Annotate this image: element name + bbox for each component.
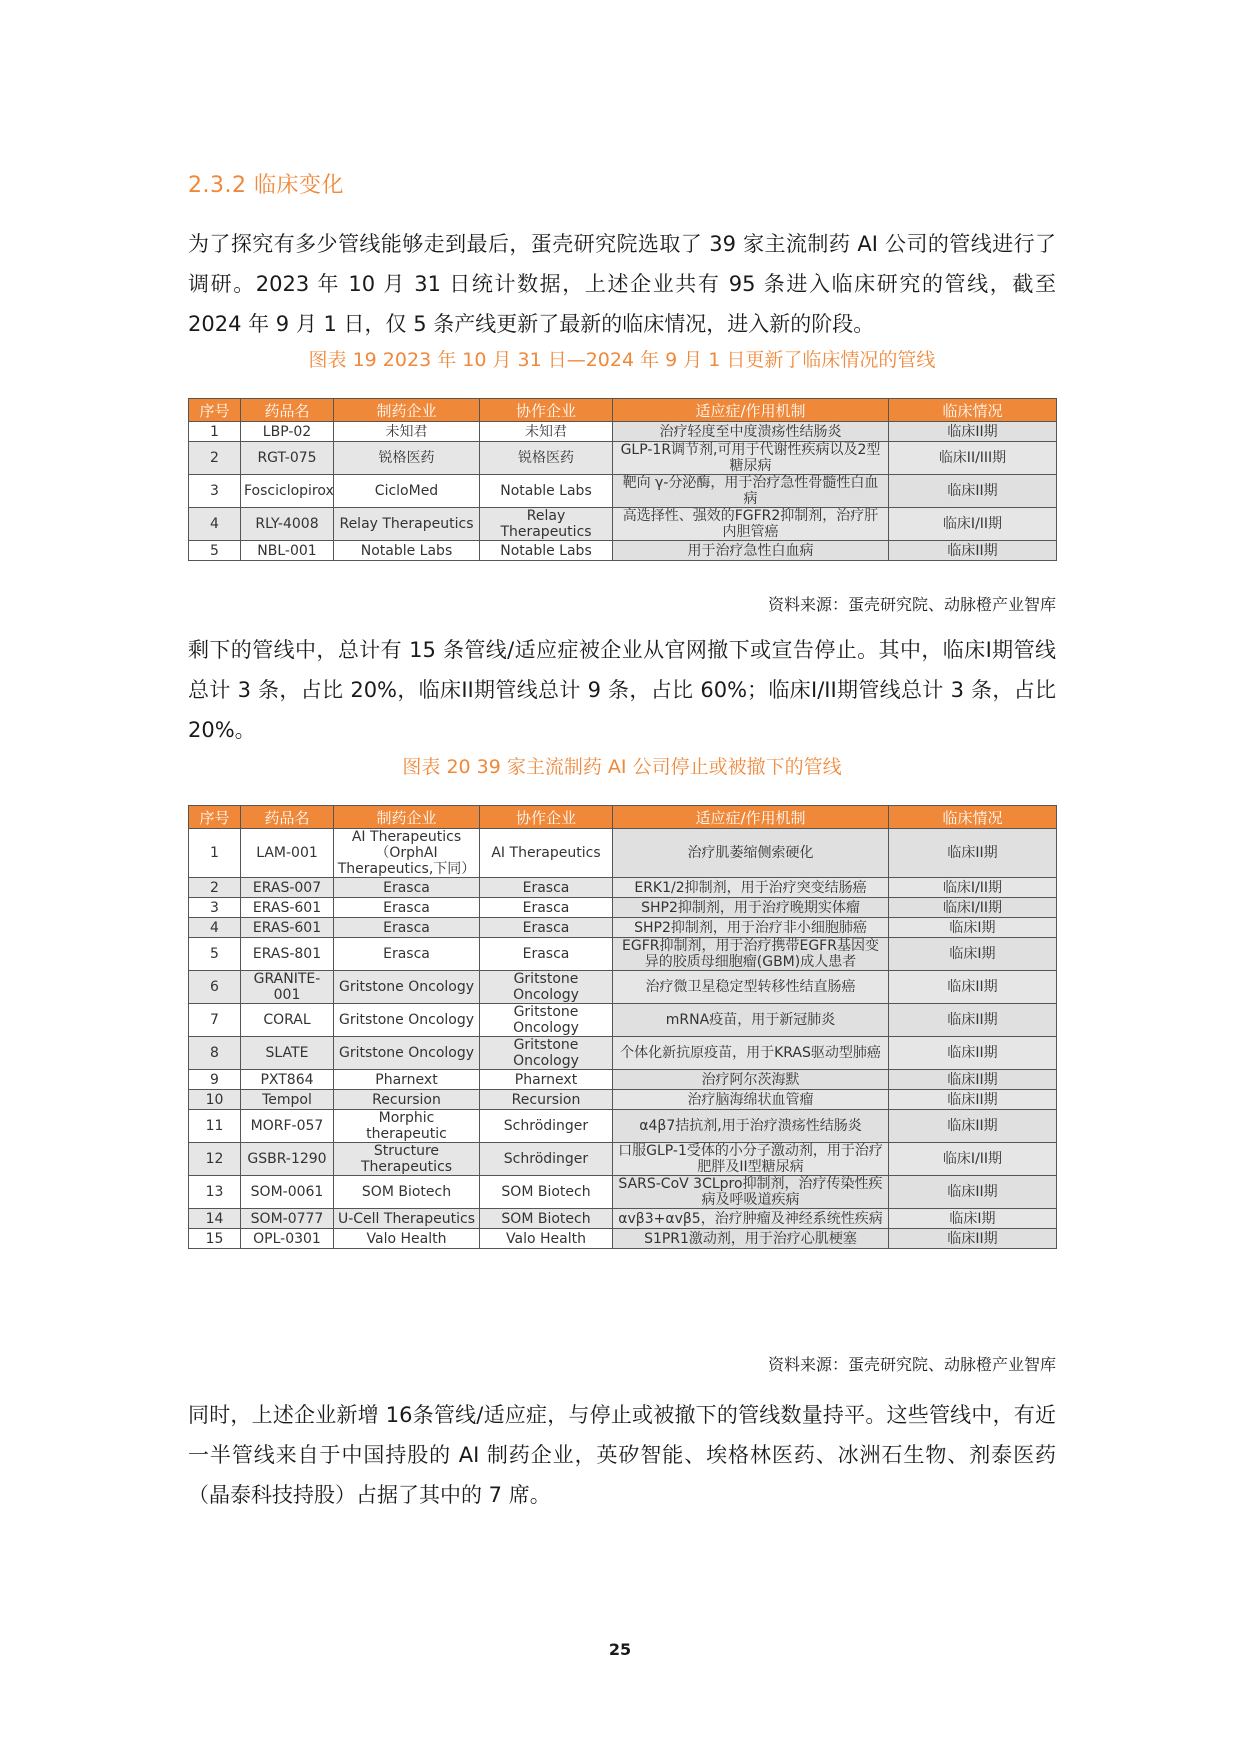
table-row bbox=[189, 878, 1057, 898]
cell-company: CicloMed bbox=[334, 475, 480, 508]
cell-company: Gritstone Oncology bbox=[334, 971, 480, 1004]
cell-phase: 临床I/II期 bbox=[889, 1143, 1057, 1176]
cell-index: 4 bbox=[189, 508, 241, 541]
cell-phase: 临床II/III期 bbox=[889, 442, 1057, 475]
cell-partner: Recursion bbox=[480, 1090, 613, 1110]
cell-phase: 临床II期 bbox=[889, 1229, 1057, 1249]
cell-index: 8 bbox=[189, 1037, 241, 1070]
cell-company: Relay Therapeutics bbox=[334, 508, 480, 541]
col-header-indication: 适应症/作用机制 bbox=[613, 399, 889, 422]
cell-partner: Erasca bbox=[480, 938, 613, 971]
table-row bbox=[189, 1110, 1057, 1143]
cell-indication: 口服GLP-1受体的小分子激动剂，用于治疗肥胖及II型糖尿病 bbox=[613, 1143, 889, 1176]
cell-company: Structure Therapeutics bbox=[334, 1143, 480, 1176]
col-header-company: 制药企业 bbox=[334, 806, 480, 829]
cell-phase: 临床II期 bbox=[889, 1037, 1057, 1070]
cell-drug: SOM-0777 bbox=[241, 1209, 334, 1229]
table-row bbox=[189, 971, 1057, 1004]
cell-partner: Gritstone Oncology bbox=[480, 1004, 613, 1037]
cell-phase: 临床I/II期 bbox=[889, 878, 1057, 898]
cell-partner: Relay Therapeutics bbox=[480, 508, 613, 541]
cell-indication: 高选择性、强效的FGFR2抑制剂，治疗肝内胆管癌 bbox=[613, 508, 889, 541]
cell-phase: 临床II期 bbox=[889, 971, 1057, 1004]
cell-company: 未知君 bbox=[334, 422, 480, 442]
col-header-index: 序号 bbox=[189, 399, 241, 422]
cell-company: Valo Health bbox=[334, 1229, 480, 1249]
table-row bbox=[189, 1143, 1057, 1176]
cell-drug: Tempol bbox=[241, 1090, 334, 1110]
cell-partner: Schrödinger bbox=[480, 1143, 613, 1176]
table-row bbox=[189, 1037, 1057, 1070]
cell-drug: MORF-057 bbox=[241, 1110, 334, 1143]
cell-company: Morphic therapeutic bbox=[334, 1110, 480, 1143]
table-row bbox=[189, 1176, 1057, 1209]
col-header-index: 序号 bbox=[189, 806, 241, 829]
cell-phase: 临床II期 bbox=[889, 422, 1057, 442]
cell-partner: 锐格医药 bbox=[480, 442, 613, 475]
cell-drug: NBL-001 bbox=[241, 541, 334, 561]
cell-drug: OPL-0301 bbox=[241, 1229, 334, 1249]
cell-phase: 临床I期 bbox=[889, 938, 1057, 971]
table-row bbox=[189, 1004, 1057, 1037]
cell-indication: αvβ3+αvβ5，治疗肿瘤及神经系统性疾病 bbox=[613, 1209, 889, 1229]
cell-index: 5 bbox=[189, 541, 241, 561]
cell-index: 7 bbox=[189, 1004, 241, 1037]
cell-partner: SOM Biotech bbox=[480, 1176, 613, 1209]
cell-indication: 个体化新抗原疫苗，用于KRAS驱动型肺癌 bbox=[613, 1037, 889, 1070]
table-row bbox=[189, 1209, 1057, 1229]
cell-drug: ERAS-601 bbox=[241, 918, 334, 938]
cell-drug: GRANITE-001 bbox=[241, 971, 334, 1004]
cell-indication: 治疗脑海绵状血管瘤 bbox=[613, 1090, 889, 1110]
cell-indication: S1PR1激动剂，用于治疗心肌梗塞 bbox=[613, 1229, 889, 1249]
table-row bbox=[189, 918, 1057, 938]
cell-phase: 临床II期 bbox=[889, 1070, 1057, 1090]
cell-phase: 临床II期 bbox=[889, 1110, 1057, 1143]
cell-index: 14 bbox=[189, 1209, 241, 1229]
col-header-phase: 临床情况 bbox=[889, 806, 1057, 829]
cell-company: Erasca bbox=[334, 898, 480, 918]
page-number: 25 bbox=[608, 1640, 632, 1659]
cell-indication: α4β7拮抗剂,用于治疗溃疡性结肠炎 bbox=[613, 1110, 889, 1143]
cell-drug: LAM-001 bbox=[241, 829, 334, 878]
cell-index: 1 bbox=[189, 829, 241, 878]
cell-indication: SARS-CoV 3CLpro抑制剂，治疗传染性疾病及呼吸道疾病 bbox=[613, 1176, 889, 1209]
cell-indication: 治疗肌萎缩侧索硬化 bbox=[613, 829, 889, 878]
cell-index: 6 bbox=[189, 971, 241, 1004]
cell-phase: 临床II期 bbox=[889, 1176, 1057, 1209]
cell-company: SOM Biotech bbox=[334, 1176, 480, 1209]
cell-drug: CORAL bbox=[241, 1004, 334, 1037]
cell-partner: 未知君 bbox=[480, 422, 613, 442]
cell-drug: GSBR-1290 bbox=[241, 1143, 334, 1176]
cell-indication: 治疗微卫星稳定型转移性结直肠癌 bbox=[613, 971, 889, 1004]
table-row bbox=[189, 938, 1057, 971]
cell-indication: 用于治疗急性白血病 bbox=[613, 541, 889, 561]
col-header-indication: 适应症/作用机制 bbox=[613, 806, 889, 829]
cell-indication: SHP2抑制剂，用于治疗晚期实体瘤 bbox=[613, 898, 889, 918]
cell-phase: 临床II期 bbox=[889, 475, 1057, 508]
table-row bbox=[189, 422, 1057, 442]
cell-index: 15 bbox=[189, 1229, 241, 1249]
cell-company: U-Cell Therapeutics bbox=[334, 1209, 480, 1229]
col-header-company: 制药企业 bbox=[334, 399, 480, 422]
cell-index: 5 bbox=[189, 938, 241, 971]
table-row bbox=[189, 475, 1057, 508]
cell-drug: ERAS-007 bbox=[241, 878, 334, 898]
table1-header-row bbox=[189, 399, 1057, 422]
table-row bbox=[189, 1070, 1057, 1090]
cell-drug: LBP-02 bbox=[241, 422, 334, 442]
table-row bbox=[189, 1229, 1057, 1249]
cell-company: Notable Labs bbox=[334, 541, 480, 561]
cell-company: 锐格医药 bbox=[334, 442, 480, 475]
cell-index: 9 bbox=[189, 1070, 241, 1090]
cell-partner: Notable Labs bbox=[480, 541, 613, 561]
cell-index: 2 bbox=[189, 442, 241, 475]
table2 bbox=[188, 805, 1057, 1249]
cell-indication: GLP-1R调节剂,可用于代谢性疾病以及2型糖尿病 bbox=[613, 442, 889, 475]
table1-caption: 图表 19 2023 年 10 月 31 日—2024 年 9 月 1 日更新了临床情况的管线 bbox=[308, 349, 936, 371]
cell-partner: Erasca bbox=[480, 918, 613, 938]
cell-phase: 临床II期 bbox=[889, 1004, 1057, 1037]
cell-partner: Gritstone Oncology bbox=[480, 1037, 613, 1070]
table-row bbox=[189, 508, 1057, 541]
cell-partner: Valo Health bbox=[480, 1229, 613, 1249]
cell-indication: 治疗轻度至中度溃疡性结肠炎 bbox=[613, 422, 889, 442]
cell-index: 13 bbox=[189, 1176, 241, 1209]
cell-drug: RLY-4008 bbox=[241, 508, 334, 541]
cell-phase: 临床II期 bbox=[889, 541, 1057, 561]
cell-partner: Notable Labs bbox=[480, 475, 613, 508]
table-row bbox=[189, 442, 1057, 475]
cell-partner: Gritstone Oncology bbox=[480, 971, 613, 1004]
table-row bbox=[189, 829, 1057, 878]
cell-index: 3 bbox=[189, 475, 241, 508]
col-header-phase: 临床情况 bbox=[889, 399, 1057, 422]
cell-company: Gritstone Oncology bbox=[334, 1037, 480, 1070]
cell-partner: Schrödinger bbox=[480, 1110, 613, 1143]
table2-source: 资料来源：蛋壳研究院、动脉橙产业智库 bbox=[767, 1355, 1056, 1374]
cell-phase: 临床I/II期 bbox=[889, 508, 1057, 541]
cell-index: 3 bbox=[189, 898, 241, 918]
cell-indication: mRNA疫苗，用于新冠肺炎 bbox=[613, 1004, 889, 1037]
cell-drug: RGT-075 bbox=[241, 442, 334, 475]
cell-partner: SOM Biotech bbox=[480, 1209, 613, 1229]
cell-indication: 靶向 γ-分泌酶，用于治疗急性骨髓性白血病 bbox=[613, 475, 889, 508]
cell-company: Recursion bbox=[334, 1090, 480, 1110]
cell-partner: Erasca bbox=[480, 898, 613, 918]
cell-phase: 临床II期 bbox=[889, 1090, 1057, 1110]
cell-drug: PXT864 bbox=[241, 1070, 334, 1090]
cell-drug: ERAS-601 bbox=[241, 898, 334, 918]
cell-company: Erasca bbox=[334, 878, 480, 898]
cell-index: 4 bbox=[189, 918, 241, 938]
cell-index: 12 bbox=[189, 1143, 241, 1176]
table1 bbox=[188, 398, 1057, 561]
table-row bbox=[189, 541, 1057, 561]
cell-indication: SHP2抑制剂，用于治疗非小细胞肺癌 bbox=[613, 918, 889, 938]
cell-partner: Pharnext bbox=[480, 1070, 613, 1090]
table2-caption: 图表 20 39 家主流制药 AI 公司停止或被撤下的管线 bbox=[402, 756, 842, 778]
table2-header-row bbox=[189, 806, 1057, 829]
paragraph-stopped: 剩下的管线中，总计有 15 条管线/适应症被企业从官网撤下或宣告停止。其中，临床I期管线总计 3 条，占比 20%，临床II期管线总计 9 条，占比 60%；临床I/II期管线总计 3 条，占比 20%。 bbox=[188, 638, 1056, 742]
cell-phase: 临床I期 bbox=[889, 1209, 1057, 1229]
col-header-drug: 药品名 bbox=[241, 806, 334, 829]
cell-index: 10 bbox=[189, 1090, 241, 1110]
cell-index: 2 bbox=[189, 878, 241, 898]
cell-phase: 临床I/II期 bbox=[889, 898, 1057, 918]
table-row bbox=[189, 898, 1057, 918]
table1-source: 资料来源：蛋壳研究院、动脉橙产业智库 bbox=[767, 595, 1056, 614]
cell-index: 1 bbox=[189, 422, 241, 442]
section-heading: 2.3.2 临床变化 bbox=[188, 173, 344, 198]
cell-indication: EGFR抑制剂，用于治疗携带EGFR基因变异的胶质母细胞瘤(GBM)成人患者 bbox=[613, 938, 889, 971]
cell-phase: 临床I期 bbox=[889, 918, 1057, 938]
col-header-partner: 协作企业 bbox=[480, 399, 613, 422]
cell-phase: 临床II期 bbox=[889, 829, 1057, 878]
cell-drug: Fosciclopirox bbox=[241, 475, 334, 508]
cell-index: 11 bbox=[189, 1110, 241, 1143]
cell-company: Erasca bbox=[334, 918, 480, 938]
cell-drug: SOM-0061 bbox=[241, 1176, 334, 1209]
cell-partner: AI Therapeutics bbox=[480, 829, 613, 878]
paragraph-intro: 为了探究有多少管线能够走到最后，蛋壳研究院选取了 39 家主流制药 AI 公司的管线进行了调研。2023 年 10 月 31 日统计数据，上述企业共有 95 条进入临床研究的管线，截至 2024 年 9 月 1 日，仅 5 条产线更新了最新的临床情况，进入新的阶段。 bbox=[188, 232, 1056, 336]
cell-indication: 治疗阿尔茨海默 bbox=[613, 1070, 889, 1090]
cell-company: AI Therapeutics（OrphAI Therapeutics,下同） bbox=[334, 829, 480, 878]
cell-company: Erasca bbox=[334, 938, 480, 971]
table-row bbox=[189, 1090, 1057, 1110]
col-header-partner: 协作企业 bbox=[480, 806, 613, 829]
paragraph-new-pipelines: 同时，上述企业新增 16条管线/适应症，与停止或被撤下的管线数量持平。这些管线中，有近一半管线来自于中国持股的 AI 制药企业，英矽智能、埃格林医药、冰洲石生物、剂泰医药（晶泰科技持股）占据了其中的 7 席。 bbox=[188, 1403, 1056, 1507]
cell-company: Gritstone Oncology bbox=[334, 1004, 480, 1037]
cell-drug: SLATE bbox=[241, 1037, 334, 1070]
cell-drug: ERAS-801 bbox=[241, 938, 334, 971]
col-header-drug: 药品名 bbox=[241, 399, 334, 422]
cell-partner: Erasca bbox=[480, 878, 613, 898]
cell-indication: ERK1/2抑制剂，用于治疗突变结肠癌 bbox=[613, 878, 889, 898]
cell-company: Pharnext bbox=[334, 1070, 480, 1090]
